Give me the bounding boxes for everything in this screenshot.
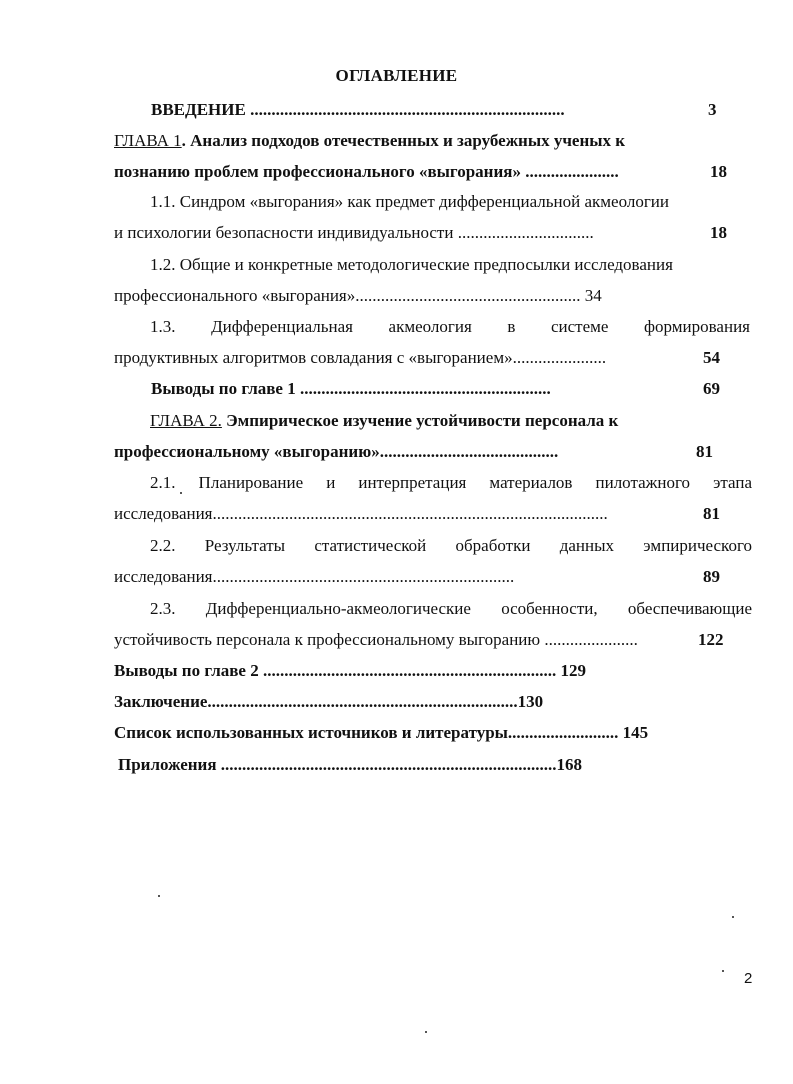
page-number: 2 — [744, 970, 753, 987]
toc-chapter1-line1[interactable] — [114, 128, 754, 154]
scan-speck — [722, 970, 724, 972]
toc-section-1-2-line2[interactable]: профессионального «выгорания»..................................................... 34 — [114, 286, 602, 305]
toc-section-2-3-line2[interactable]: устойчивость персонала к профессиональному выгоранию ...................... — [114, 630, 638, 649]
toc-chapter1-prefix: ГЛАВА 1 — [114, 131, 182, 150]
toc-chapter1-line2[interactable]: познанию проблем профессионального «выгорания» ...................... — [114, 162, 619, 181]
toc-section-1-3-page: 54 — [703, 348, 720, 367]
toc-conclusions-chapter1[interactable]: Выводы по главе 1 ........................................................... — [151, 379, 551, 398]
toc-section-2-1-line2[interactable]: исследования............................................................................................. — [114, 504, 608, 523]
toc-conclusions-chapter2[interactable]: Выводы по главе 2 ..................................................................... 129 — [114, 661, 586, 680]
toc-appendix[interactable]: Приложения ...............................................................................168 — [118, 755, 583, 774]
toc-intro-dots: .......................................................................... — [245, 100, 565, 119]
toc-section-1-1-line2[interactable]: и психологии безопасности индивидуальности ................................ — [114, 223, 594, 242]
toc-references[interactable]: Список использованных источников и литературы.......................... 145 — [114, 723, 649, 742]
scan-speck — [180, 492, 182, 494]
toc-section-2-1-page: 81 — [703, 504, 720, 523]
toc-chapter2-line2[interactable]: профессиональному «выгоранию».......................................... — [114, 442, 559, 461]
toc-section-1-1-page: 18 — [710, 223, 727, 242]
toc-section-2-3-page: 122 — [698, 630, 724, 649]
toc-chapter2-line1[interactable] — [150, 408, 752, 434]
toc-chapter2-prefix: ГЛАВА 2. — [150, 411, 222, 430]
toc-intro-label: ВВЕДЕНИЕ — [151, 100, 246, 119]
scan-speck — [425, 1031, 427, 1033]
toc-intro[interactable] — [151, 97, 691, 123]
toc-section-2-1-line1[interactable]: 2.1. Планирование и интерпретация материалов пилотажного этапа — [150, 473, 752, 492]
toc-chapter2-title: Эмпирическое изучение устойчивости персонала к — [221, 411, 619, 430]
toc-section-2-3-line1[interactable]: 2.3. Дифференциально-акмеологические особенности, обеспечивающие — [150, 599, 752, 618]
toc-section-2-2-line1[interactable]: 2.2. Результаты статистической обработки данных эмпирического — [150, 536, 752, 555]
toc-intro-page: 3 — [708, 100, 717, 119]
toc-conclusion[interactable]: Заключение.........................................................................130 — [114, 692, 544, 711]
scan-speck — [158, 895, 160, 897]
toc-section-1-3-line1[interactable]: 1.3. Дифференциальная акмеология в системе формирования — [150, 317, 750, 336]
toc-chapter1-title: . Анализ подходов отечественных и зарубежных ученых к — [181, 131, 626, 150]
toc-title: ОГЛАВЛЕНИЕ — [335, 66, 458, 85]
toc-section-1-3-line2[interactable]: продуктивных алгоритмов совладания с «выгоранием»...................... — [114, 348, 607, 367]
toc-section-1-2-line1[interactable]: 1.2. Общие и конкретные методологические предпосылки исследования — [150, 255, 673, 274]
toc-conclusions-chapter1-page: 69 — [703, 379, 720, 398]
toc-section-2-2-line2[interactable]: исследования....................................................................... — [114, 567, 515, 586]
scan-speck — [732, 916, 734, 918]
toc-chapter1-page: 18 — [710, 162, 727, 181]
toc-chapter2-page: 81 — [696, 442, 713, 461]
toc-section-2-2-page: 89 — [703, 567, 720, 586]
toc-section-1-1-line1[interactable]: 1.1. Синдром «выгорания» как предмет дифференциальной акмеологии — [150, 192, 670, 211]
